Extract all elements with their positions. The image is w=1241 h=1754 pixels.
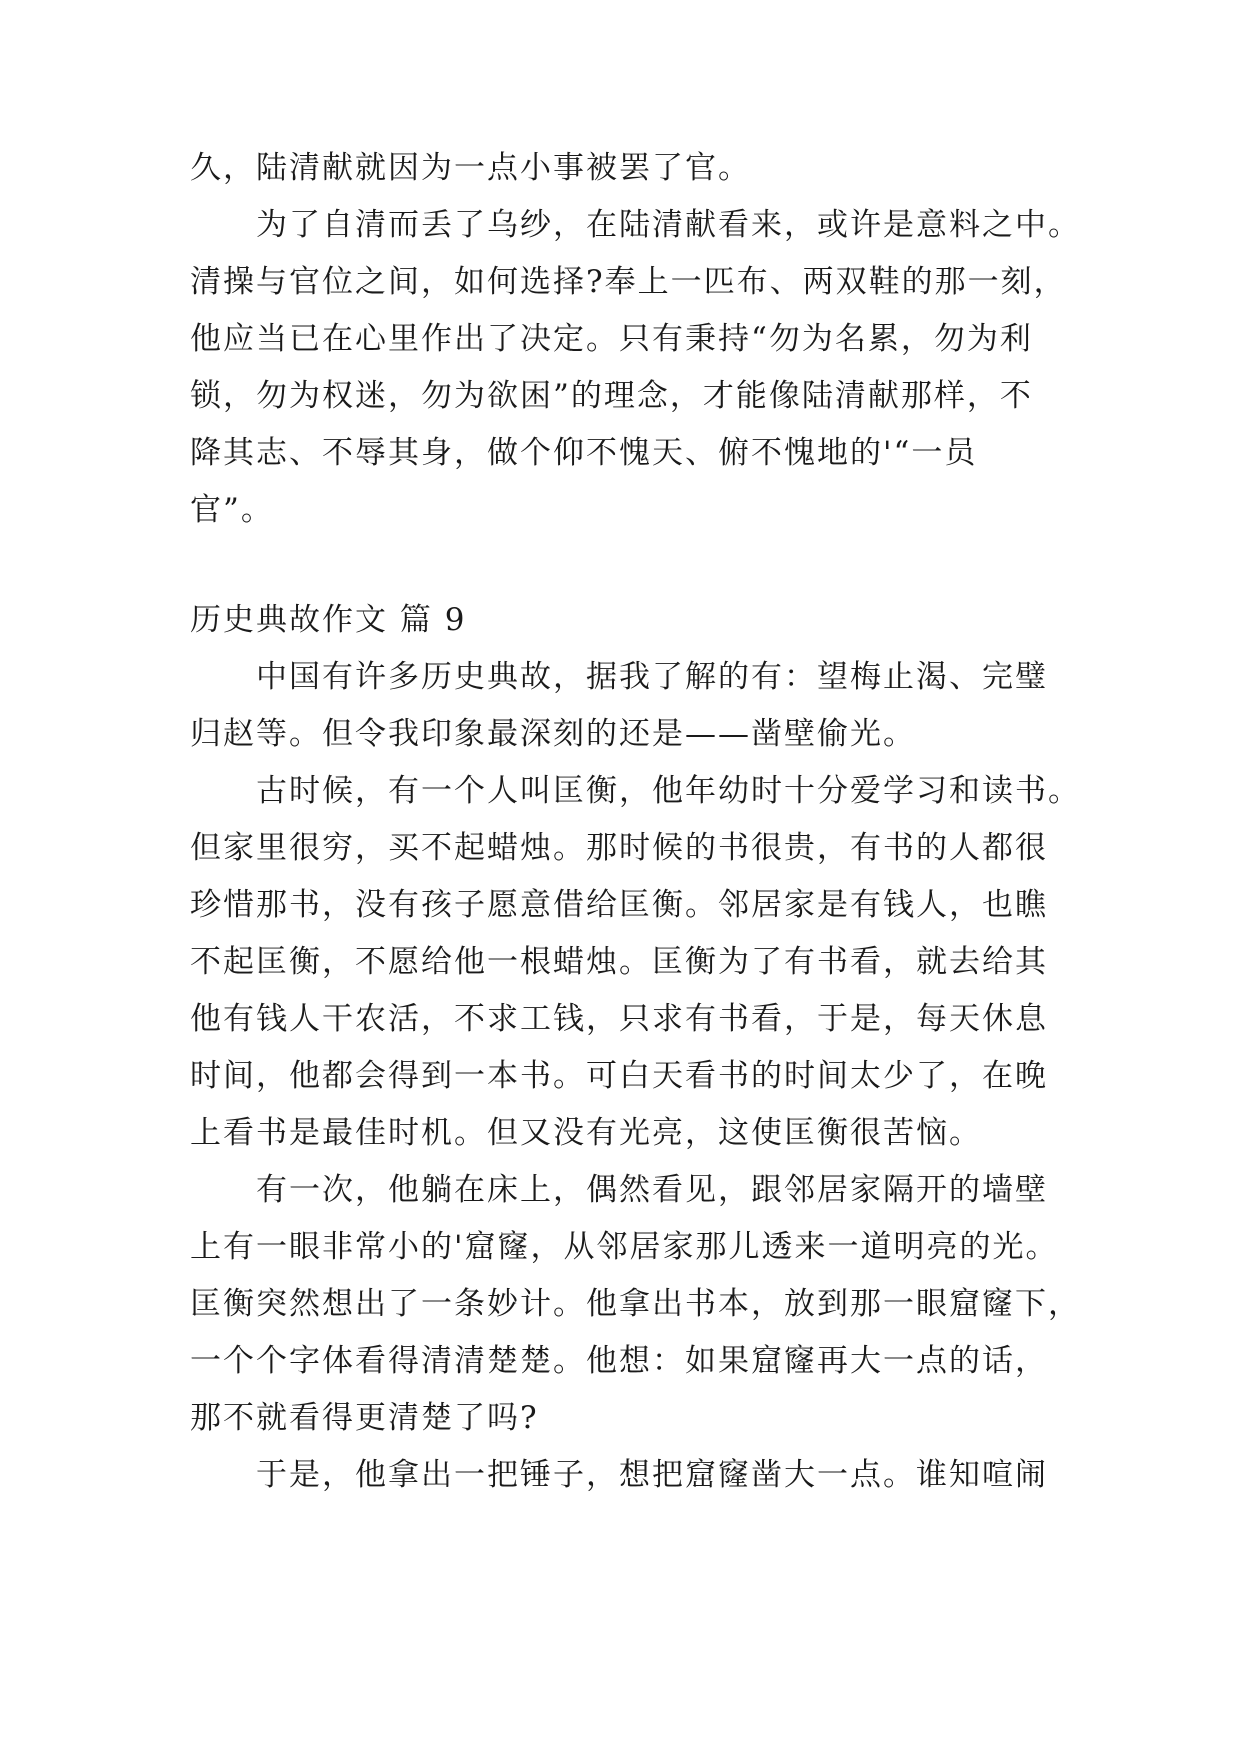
paragraph-line: 锁，勿为权迷，勿为欲困”的理念，才能像陆清献那样，不 bbox=[190, 378, 1033, 414]
paragraph-line: 一个个字体看得清清楚楚。他想：如果窟窿再大一点的话， bbox=[190, 1343, 1048, 1379]
paragraph-line: 官”。 bbox=[190, 492, 274, 528]
paragraph-line: 降其志、不辱其身，做个仰不愧天、俯不愧地的'“一员 bbox=[190, 435, 978, 471]
paragraph-line: 珍惜那书，没有孩子愿意借给匡衡。邻居家是有钱人，也瞧 bbox=[190, 887, 1048, 923]
paragraph-line: 但家里很穷，买不起蜡烛。那时候的书很贵，有书的人都很 bbox=[190, 830, 1048, 866]
paragraph-line: 不起匡衡，不愿给他一根蜡烛。匡衡为了有书看，就去给其 bbox=[190, 944, 1048, 980]
paragraph-line: 于是，他拿出一把锤子，想把窟窿凿大一点。谁知喧闹 bbox=[256, 1457, 1048, 1493]
paragraph-line: 古时候，有一个人叫匡衡，他年幼时十分爱学习和读书。 bbox=[256, 773, 1081, 809]
paragraph-line: 时间，他都会得到一本书。可白天看书的时间太少了，在晚 bbox=[190, 1058, 1048, 1094]
paragraph-line: 上有一眼非常小的'窟窿，从邻居家那儿透来一道明亮的光。 bbox=[190, 1229, 1059, 1265]
paragraph-line: 有一次，他躺在床上，偶然看见，跟邻居家隔开的墙壁 bbox=[256, 1172, 1048, 1208]
paragraph-line: 上看书是最佳时机。但又没有光亮，这使匡衡很苦恼。 bbox=[190, 1115, 982, 1151]
paragraph-line: 久，陆清献就因为一点小事被罢了官。 bbox=[190, 150, 751, 186]
paragraph-line: 那不就看得更清楚了吗? bbox=[190, 1400, 539, 1436]
paragraph-line: 他有钱人干农活，不求工钱，只求有书看，于是，每天休息 bbox=[190, 1001, 1048, 1037]
paragraph-line: 他应当已在心里作出了决定。只有秉持“勿为名累，勿为利 bbox=[190, 321, 1033, 357]
paragraph-line: 归赵等。但令我印象最深刻的还是——凿壁偷光。 bbox=[190, 716, 916, 752]
paragraph-line: 为了自清而丢了乌纱，在陆清献看来，或许是意料之中。 bbox=[256, 207, 1081, 243]
paragraph-line: 匡衡突然想出了一条妙计。他拿出书本，放到那一眼窟窿下， bbox=[190, 1286, 1081, 1322]
paragraph-line: 中国有许多历史典故，据我了解的有：望梅止渴、完璧 bbox=[256, 659, 1048, 695]
paragraph-line: 清操与官位之间，如何选择?奉上一匹布、两双鞋的那一刻， bbox=[190, 264, 1067, 300]
section-heading: 历史典故作文 篇 9 bbox=[190, 602, 467, 638]
